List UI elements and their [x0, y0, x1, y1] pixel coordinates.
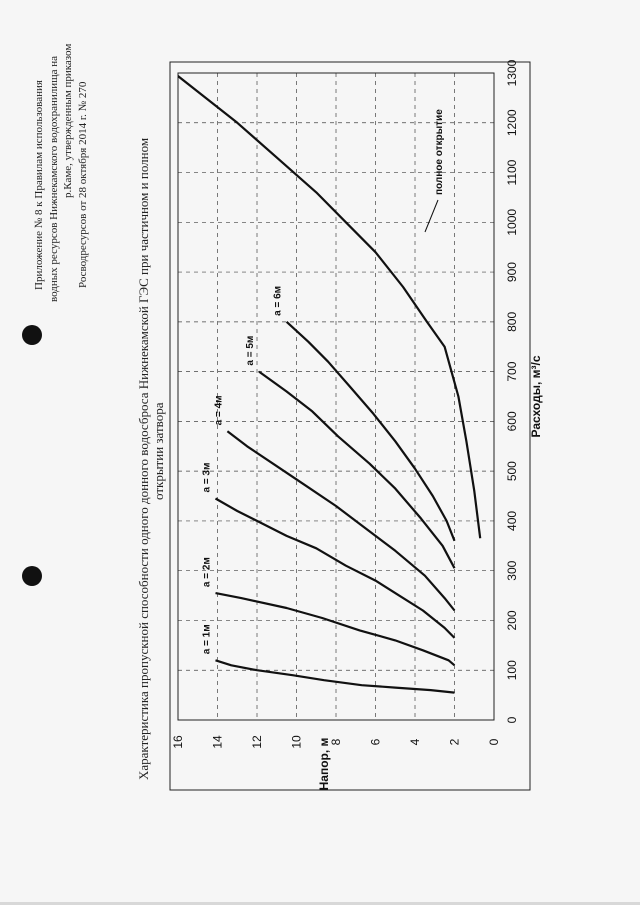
series-label-1: a = 1м — [201, 624, 213, 655]
y-tick-label: 8 — [329, 738, 343, 746]
series-label-4: a = 4м — [213, 395, 225, 426]
series-label-leader — [425, 200, 438, 232]
x-tick-label: 0 — [505, 716, 519, 724]
x-tick-label: 1100 — [505, 159, 519, 186]
x-tick-label: 600 — [505, 411, 519, 432]
x-tick-label: 900 — [505, 262, 519, 283]
appendix-line-4: Росводресурсов от 28 октября 2014 г. № 270 — [77, 81, 89, 288]
chart-title-line-2: открытии затвора — [151, 402, 166, 500]
series-label-6: a = 6м — [272, 285, 284, 316]
y-tick-label: 4 — [408, 738, 422, 746]
x-tick-label: 300 — [505, 560, 519, 581]
y-tick-label: 2 — [447, 738, 462, 746]
x-tick-label: 1300 — [505, 59, 519, 87]
chart-title — [136, 138, 166, 780]
y-tick-label: 12 — [250, 735, 264, 749]
appendix-line-1: Приложение № 8 к Правилам использования — [33, 80, 45, 290]
y-tick-label: 6 — [368, 738, 383, 746]
y-axis-title: Напор, м — [317, 737, 331, 791]
series-label-3: a = 3м — [201, 462, 213, 493]
series-label-5: a = 5м — [244, 335, 256, 366]
appendix-note — [33, 44, 89, 302]
series-line-2 — [216, 593, 455, 665]
series-line-1 — [216, 660, 455, 692]
x-tick-label: 1000 — [505, 208, 519, 236]
series-line-6 — [287, 322, 455, 541]
x-tick-label: 100 — [505, 660, 519, 681]
y-tick-label: 10 — [289, 735, 304, 749]
series-label-2: a = 2м — [201, 557, 213, 588]
y-tick-label: 14 — [210, 735, 225, 749]
appendix-line-3: р.Каме, утвержденным приказом — [62, 43, 74, 198]
chart-title-line-1: Характеристика пропускной способности одного донного водосброса Нижнекамской ГЭС при частичном и полном — [136, 137, 151, 780]
x-tick-label: 700 — [505, 361, 519, 382]
x-tick-label: 200 — [505, 610, 519, 631]
x-tick-label: 1200 — [505, 109, 519, 137]
series-label-7: полное открытие — [434, 109, 445, 195]
series-line-5 — [259, 372, 455, 569]
x-tick-label: 800 — [505, 311, 519, 332]
series-labels — [202, 109, 445, 654]
y-tick-label: 0 — [487, 738, 501, 746]
x-tick-label: 500 — [505, 461, 519, 482]
y-tick-label: 16 — [171, 735, 185, 749]
x-tick-label: 400 — [505, 510, 519, 531]
appendix-line-2: водных ресурсов Нижнекамского водохранилища на — [48, 55, 60, 302]
x-axis-title: Расходы, м³/с — [529, 355, 543, 438]
series-line-3 — [216, 499, 455, 638]
